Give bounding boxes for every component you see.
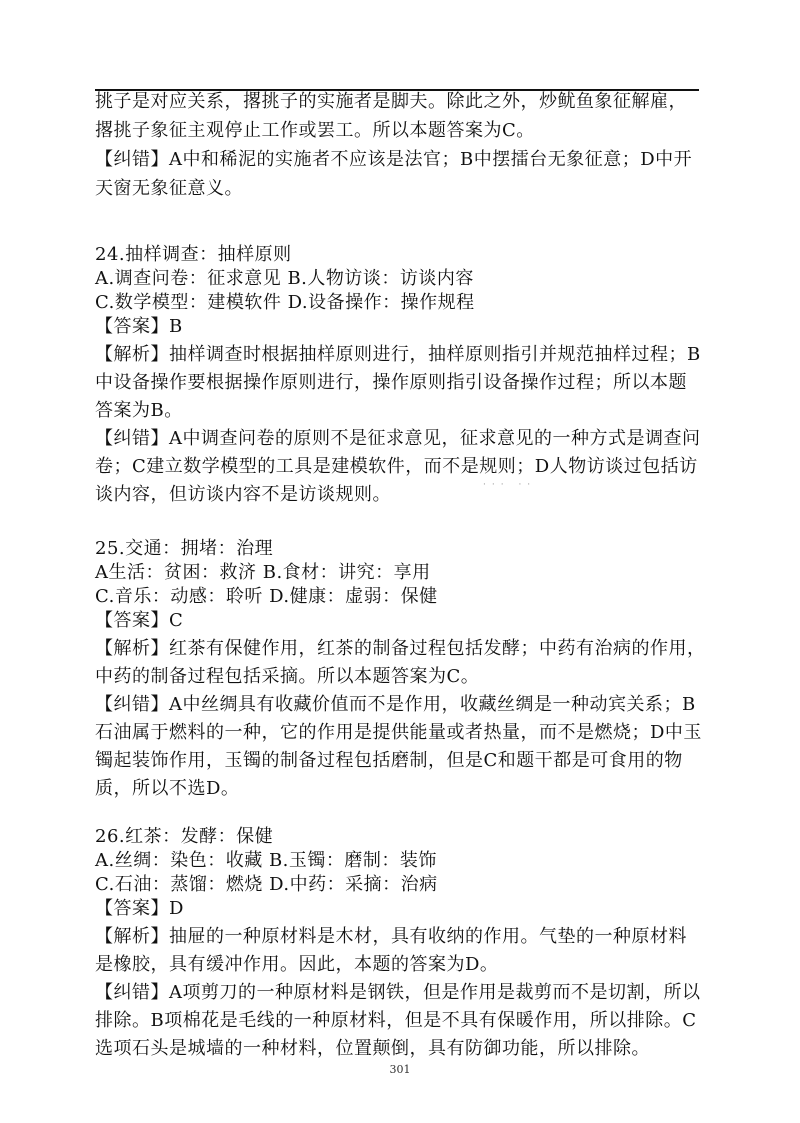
text-line: 天窗无象征意义。 — [95, 178, 243, 199]
analysis-line: 【解析】抽屉的一种原材料是木材，具有收纳的作用。气垫的一种原材料 — [95, 926, 687, 947]
correction-line: 镯起装饰作用，玉镯的制备过程包括磨制，但是C和题干都是可食用的物 — [95, 750, 683, 771]
option-line: C.数学模型：建模软件 D.设备操作：操作规程 — [95, 292, 475, 313]
text-line: 【纠错】A中和稀泥的实施者不应该是法官；B中摆擂台无象征意；D中开 — [95, 149, 693, 170]
analysis-line: 【解析】红茶有保健作用，红茶的制备过程包括发酵；中药有治病的作用， — [95, 638, 706, 659]
analysis-line: 答案为B。 — [95, 400, 183, 421]
analysis-line: 中药的制备过程包括采摘。所以本题答案为C。 — [95, 666, 480, 687]
question-title: 25.交通：拥堵：治理 — [95, 538, 274, 559]
correction-line: 石油属于燃料的一种，它的作用是提供能量或者热量，而不是燃烧；D中玉 — [95, 722, 702, 743]
correction-line: 选项石头是城墙的一种材料，位置颠倒，具有防御功能，所以排除。 — [95, 1038, 650, 1059]
analysis-line: 中设备操作要根据操作原则进行，操作原则指引设备操作过程；所以本题 — [95, 372, 687, 393]
option-line: A生活：贫困：救济 B.食材：讲究：享用 — [95, 562, 431, 583]
option-line: C.音乐：动感：聆听 D.健康：虚弱：保健 — [95, 586, 438, 607]
answer-line: 【答案】D — [95, 898, 184, 919]
correction-line: 谈内容，但访谈内容不是访谈规则。 — [95, 484, 391, 505]
analysis-line: 是橡胶，具有缓冲作用。因此，本题的答案为D。 — [95, 954, 499, 975]
answer-line: 【答案】B — [95, 316, 183, 337]
question-title: 24.抽样调查：抽样原则 — [95, 244, 292, 265]
correction-line: 质，所以不选D。 — [95, 778, 240, 799]
text-line: 撂挑子象征主观停止工作或罢工。所以本题答案为C。 — [95, 120, 535, 141]
correction-line: 【纠错】A中丝绸具有收藏价值而不是作用，收藏丝绸是一种动宾关系；B — [95, 694, 696, 715]
correction-line: 卷；C建立数学模型的工具是建模软件，而不是规则；D人物访谈过包括访 — [95, 456, 698, 477]
analysis-line: 【解析】抽样调查时根据抽样原则进行，抽样原则指引并规范抽样过程；B — [95, 344, 701, 365]
scan-artifact: ··· ·· — [483, 480, 537, 490]
answer-line: 【答案】C — [95, 610, 184, 631]
correction-line: 【纠错】A中调查问卷的原则不是征求意见，征求意见的一种方式是调查问 — [95, 428, 701, 449]
text-line: 挑子是对应关系，撂挑子的实施者是脚夫。除此之外，炒鱿鱼象征解雇， — [95, 91, 687, 112]
question-title: 26.红茶：发酵：保健 — [95, 826, 274, 847]
option-line: A.丝绸：染色：收藏 B.玉镯：磨制：装饰 — [95, 850, 437, 871]
option-line: A.调查问卷：征求意见 B.人物访谈：访谈内容 — [95, 268, 474, 289]
correction-line: 【纠错】A项剪刀的一种原材料是钢铁，但是作用是裁剪而不是切割，所以 — [95, 982, 701, 1003]
option-line: C.石油：蒸馏：燃烧 D.中药：采摘：治病 — [95, 874, 438, 895]
correction-line: 排除。B项棉花是毛线的一种原材料，但是不具有保暖作用，所以排除。C — [95, 1010, 697, 1031]
page-number: 301 — [389, 1063, 411, 1076]
